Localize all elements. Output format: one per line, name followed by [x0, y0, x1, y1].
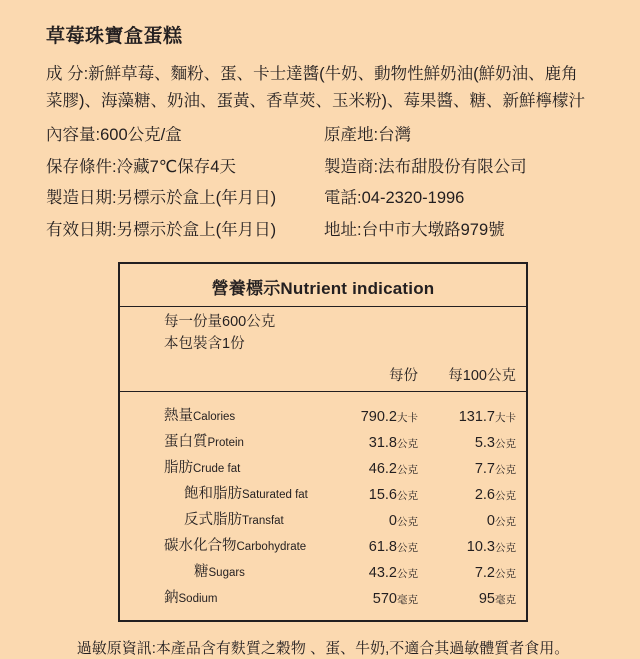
info-right-value: 法布甜股份有限公司	[378, 157, 527, 176]
info-right-label: 地址:	[324, 220, 362, 239]
nutrition-facts-panel	[118, 262, 528, 622]
nutrient-name-en: Transfat	[242, 515, 284, 528]
info-row	[46, 215, 600, 247]
value-unit: 公克	[397, 542, 418, 555]
info-left-value: 冷藏7℃保存4天	[116, 157, 236, 176]
nutrition-row	[120, 480, 526, 506]
value-number: 0	[388, 513, 397, 530]
value-number: 5.3	[474, 435, 495, 452]
info-row	[46, 183, 600, 215]
value-number: 570	[372, 591, 397, 608]
nutrient-name	[120, 428, 322, 454]
info-left-label: 保存條件:	[46, 157, 117, 176]
nutrition-row	[120, 428, 526, 454]
value-unit: 公克	[397, 568, 418, 581]
product-info-grid	[46, 120, 600, 246]
allergen-notice: 過敏原資訊:本產品含有麩質之穀物 、蛋、牛奶,不適合其過敏體質者食用。	[76, 639, 570, 657]
nutrition-table	[120, 360, 526, 610]
info-left-value: 600公克/盒	[100, 126, 182, 145]
nutrient-per-100g	[424, 558, 526, 584]
value-unit: 公克	[495, 542, 516, 555]
value-unit: 公克	[397, 438, 418, 451]
nutrition-title: 營養標示Nutrient indication	[211, 279, 435, 299]
value-number: 15.6	[368, 487, 397, 504]
value-unit: 毫克	[495, 594, 516, 607]
nutrient-per-100g	[424, 402, 526, 428]
value-unit: 公克	[495, 438, 516, 451]
value-unit: 公克	[397, 490, 418, 503]
info-row	[46, 152, 600, 184]
nutrition-row	[120, 532, 526, 558]
info-right-value: 台中市大墩路979號	[361, 220, 505, 239]
nutrient-name-en: Calories	[193, 411, 236, 424]
serving-size: 每一份量600公克	[164, 314, 276, 331]
nutrition-row	[120, 402, 526, 428]
value-number: 43.2	[368, 565, 397, 582]
value-number: 7.7	[474, 461, 495, 478]
value-number: 46.2	[368, 461, 397, 478]
info-left-label: 有效日期:	[46, 220, 117, 239]
nutrient-name-en: Sugars	[208, 567, 245, 580]
nutrient-name-en: Carbohydrate	[236, 541, 307, 554]
nutrient-per-100g	[424, 584, 526, 610]
info-right-value: 台灣	[378, 126, 412, 145]
nutrient-name-cn: 糖	[194, 564, 209, 581]
info-cell-left	[46, 152, 324, 184]
nutrient-per-serving	[322, 454, 424, 480]
value-number: 61.8	[368, 539, 397, 556]
nutrition-row	[120, 584, 526, 610]
value-unit: 公克	[495, 490, 516, 503]
info-cell-left	[46, 215, 324, 247]
value-number: 95	[478, 591, 495, 608]
nutrient-name-en: Protein	[207, 437, 244, 450]
ingredients-text: 新鮮草莓、麵粉、蛋、卡士達醬(牛奶、動物性鮮奶油(鮮奶油、鹿角菜膠)、海藻糖、奶油、蛋黃、香草莢、玉米粉)、莓果醬、糖、新鮮檸檬汁	[46, 64, 585, 110]
info-cell-right	[324, 215, 600, 247]
servings-per-pack: 本包裝含1份	[164, 336, 245, 353]
value-unit: 公克	[495, 516, 516, 529]
nutrient-name	[120, 506, 322, 532]
info-right-label: 電話:	[324, 189, 362, 208]
serving-info	[120, 306, 526, 360]
ingredients-paragraph	[46, 61, 600, 114]
nutrient-name	[120, 480, 322, 506]
info-cell-right	[324, 120, 600, 152]
nutrient-name-en: Saturated fat	[242, 489, 308, 502]
nutrition-header-row	[120, 360, 526, 392]
nutrient-name-cn: 飽和脂肪	[184, 486, 242, 503]
nutrition-row	[120, 506, 526, 532]
nutrient-per-100g	[424, 428, 526, 454]
value-number: 131.7	[458, 409, 495, 426]
value-unit: 公克	[397, 516, 418, 529]
value-number: 790.2	[360, 409, 397, 426]
nutrient-name	[120, 558, 322, 584]
nutrient-name	[120, 584, 322, 610]
nutrient-name-cn: 脂肪	[164, 460, 193, 477]
nutrient-name-cn: 蛋白質	[164, 434, 208, 451]
info-right-label: 原產地:	[324, 126, 379, 145]
nutrient-per-serving	[322, 558, 424, 584]
value-number: 0	[486, 513, 495, 530]
nutrient-per-100g	[424, 532, 526, 558]
per-100g-header: 每100公克	[424, 360, 526, 392]
info-right-value: 04-2320-1996	[361, 189, 465, 208]
info-cell-right	[324, 183, 600, 215]
nutrient-per-100g	[424, 506, 526, 532]
nutrient-per-100g	[424, 454, 526, 480]
nutrient-name-en: Crude fat	[193, 463, 241, 476]
nutrient-name-header	[120, 360, 322, 392]
nutrient-name	[120, 454, 322, 480]
info-left-value: 另標示於盒上(年月日)	[116, 189, 277, 208]
nutrient-name	[120, 532, 322, 558]
nutrient-per-serving	[322, 428, 424, 454]
nutrient-name-cn: 碳水化合物	[164, 538, 237, 555]
value-unit: 公克	[495, 464, 516, 477]
value-unit: 公克	[397, 464, 418, 477]
info-row	[46, 120, 600, 152]
info-cell-left	[46, 183, 324, 215]
nutrient-per-100g	[424, 480, 526, 506]
value-number: 31.8	[368, 435, 397, 452]
value-unit: 大卡	[495, 412, 516, 425]
info-cell-left	[46, 120, 324, 152]
nutrient-per-serving	[322, 532, 424, 558]
spacer-cell	[120, 391, 526, 402]
nutrient-per-serving	[322, 506, 424, 532]
ingredients-label: 成 分:	[46, 64, 89, 83]
nutrient-name-cn: 熱量	[164, 408, 193, 425]
nutrient-name-en: Sodium	[178, 593, 218, 606]
value-unit: 毫克	[397, 594, 418, 607]
per-serving-header: 每份	[322, 360, 424, 392]
nutrient-name	[120, 402, 322, 428]
nutrient-name-cn: 鈉	[164, 590, 179, 607]
value-number: 2.6	[474, 487, 495, 504]
nutrient-per-serving	[322, 402, 424, 428]
value-unit: 公克	[495, 568, 516, 581]
nutrition-row	[120, 454, 526, 480]
nutrient-name-cn: 反式脂肪	[184, 512, 242, 529]
nutrient-per-serving	[322, 584, 424, 610]
page-title: 草莓珠寶盒蛋糕	[46, 26, 183, 47]
info-left-label: 內容量:	[46, 126, 101, 145]
info-right-label: 製造商:	[324, 157, 379, 176]
spacer-row	[120, 391, 526, 402]
value-number: 7.2	[474, 565, 495, 582]
value-unit: 大卡	[397, 412, 418, 425]
info-left-value: 另標示於盒上(年月日)	[116, 220, 277, 239]
nutrient-per-serving	[322, 480, 424, 506]
info-left-label: 製造日期:	[46, 189, 117, 208]
info-cell-right	[324, 152, 600, 184]
value-number: 10.3	[466, 539, 495, 556]
nutrition-row	[120, 558, 526, 584]
